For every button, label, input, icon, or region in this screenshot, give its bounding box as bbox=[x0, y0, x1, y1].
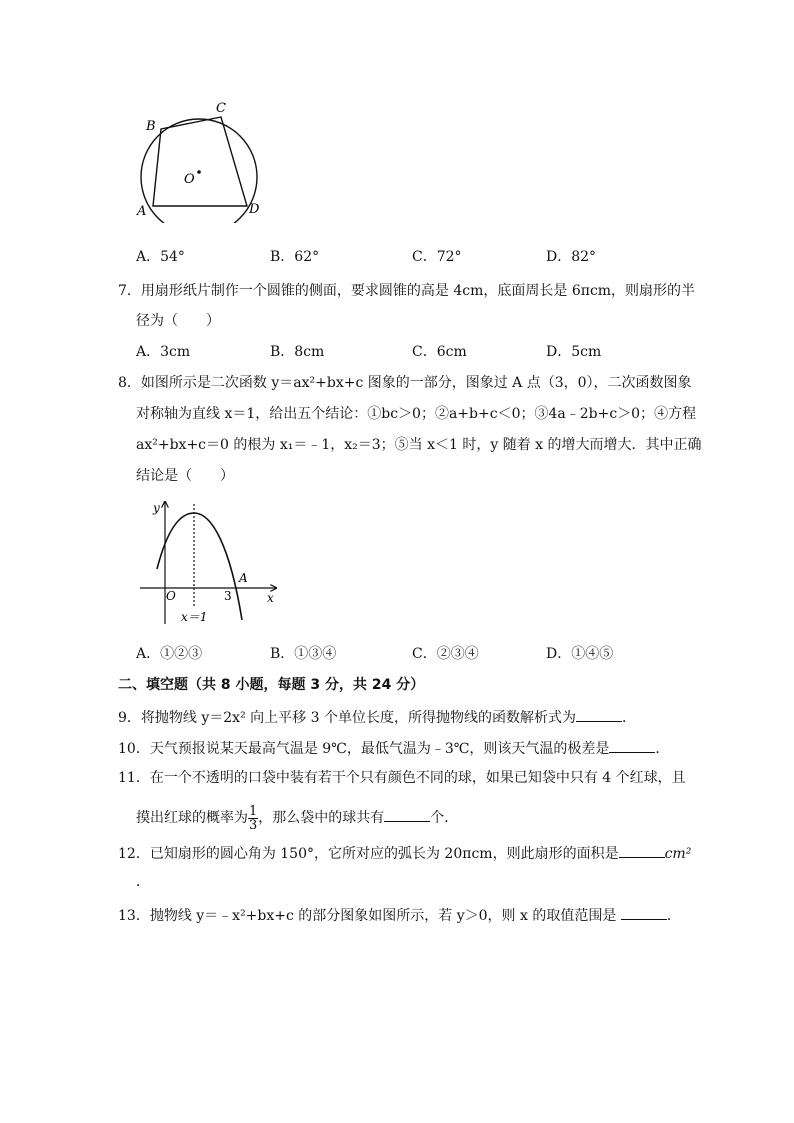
label-C: C bbox=[216, 101, 226, 116]
q10-text: 10．天气预报说某天最高气温是 9℃，最低气温为﹣3℃，则该天气温的极差是 bbox=[118, 741, 610, 757]
q8-option-a[interactable]: A．①②③ bbox=[136, 646, 203, 662]
q10-line bbox=[118, 738, 669, 758]
q8-line3: ax²+bx+c＝0 的根为 x₁＝﹣1，x₂＝3；⑤当 x＜1 时，y 随着 x 的增大而增大．其中正确 bbox=[136, 437, 702, 453]
q8-line1: 8．如图所示是二次函数 y＝ax²+bx+c 图象的一部分，图象过 A 点（3，0），二次函数图象 bbox=[118, 375, 692, 391]
q11-line2-pre: 摸出红球的概率为 bbox=[136, 810, 248, 826]
q6-option-b[interactable]: B．62° bbox=[270, 249, 320, 265]
q11-line2-end: 个． bbox=[430, 810, 459, 826]
q13-text: 13．抛物线 y＝﹣x²+bx+c 的部分图象如图所示，若 y＞0，则 x 的取值范围是 bbox=[118, 908, 621, 924]
q7-option-d[interactable]: D．5cm bbox=[546, 344, 602, 360]
q7-line1: 7．用扇形纸片制作一个圆锥的侧面，要求圆锥的高是 4cm，底面周长是 6πcm，则扇形的半 bbox=[118, 283, 696, 299]
q12-unit: cm² bbox=[664, 846, 692, 862]
q11-frac-den: 3 bbox=[249, 817, 258, 833]
symmetry-label: x＝1 bbox=[181, 610, 208, 624]
q11-answer-blank[interactable] bbox=[384, 807, 430, 822]
label-O: O bbox=[184, 172, 195, 187]
label-A: A bbox=[137, 204, 147, 219]
q12-text: 12．已知扇形的圆心角为 150°，它所对应的弧长为 20πcm，则此扇形的面积是 bbox=[118, 846, 619, 862]
q10-answer-blank[interactable] bbox=[609, 738, 655, 753]
q7-option-b[interactable]: B．8cm bbox=[270, 344, 325, 360]
y-label: y bbox=[153, 501, 160, 515]
q11-line1: 11．在一个不透明的口袋中装有若干个只有颜色不同的球，如果已知袋中只有 4 个红球，且 bbox=[118, 770, 686, 786]
label-D: D bbox=[249, 202, 260, 217]
q13-end: ． bbox=[666, 908, 681, 924]
q12-line bbox=[118, 843, 691, 863]
q6-option-c[interactable]: C．72° bbox=[412, 249, 462, 265]
q8-option-c[interactable]: C．②③④ bbox=[412, 646, 479, 662]
q9-end: ． bbox=[621, 710, 636, 726]
q12-answer-blank[interactable] bbox=[619, 843, 665, 858]
q11-line2-post: ，那么袋中的球共有 bbox=[258, 810, 385, 826]
q8-option-d[interactable]: D．①④⑤ bbox=[546, 646, 614, 662]
origin-label: O bbox=[166, 589, 176, 603]
q9-text: 9．将抛物线 y＝2x² 向上平移 3 个单位长度，所得抛物线的函数解析式为 bbox=[118, 710, 576, 726]
q9-line bbox=[118, 707, 636, 727]
point-a-label: A bbox=[239, 571, 248, 585]
q10-end: ． bbox=[655, 741, 670, 757]
section2-title: 二、填空题（共 8 小题，每题 3 分，共 24 分） bbox=[118, 677, 425, 693]
q6-option-d[interactable]: D．82° bbox=[546, 249, 597, 265]
q6-option-a[interactable]: A．54° bbox=[136, 249, 185, 265]
q8-option-b[interactable]: B．①③④ bbox=[270, 646, 337, 662]
q13-answer-blank[interactable] bbox=[621, 905, 667, 920]
q12-end: ． bbox=[136, 874, 150, 890]
x-label: x bbox=[267, 591, 274, 605]
q8-parabola-graph bbox=[136, 496, 286, 631]
center-dot bbox=[197, 170, 201, 174]
q13-line bbox=[118, 905, 681, 925]
q6-circle-figure bbox=[130, 98, 270, 223]
parabola-curve bbox=[157, 513, 242, 620]
q7-option-a[interactable]: A．3cm bbox=[136, 344, 191, 360]
q7-line2: 径为（ ） bbox=[136, 313, 220, 329]
q11-line2 bbox=[136, 801, 458, 835]
q8-line4: 结论是（ ） bbox=[136, 468, 234, 484]
q7-option-c[interactable]: C．6cm bbox=[412, 344, 467, 360]
q11-frac-num: 1 bbox=[249, 803, 258, 819]
three-label: 3 bbox=[224, 589, 232, 603]
label-B: B bbox=[146, 119, 156, 134]
q8-line2: 对称轴为直线 x＝1，给出五个结论：①bc＞0；②a+b+c＜0；③4a﹣2b+c＞0；④方程 bbox=[136, 406, 697, 422]
q9-answer-blank[interactable] bbox=[576, 707, 622, 722]
q11-fraction bbox=[248, 805, 258, 832]
